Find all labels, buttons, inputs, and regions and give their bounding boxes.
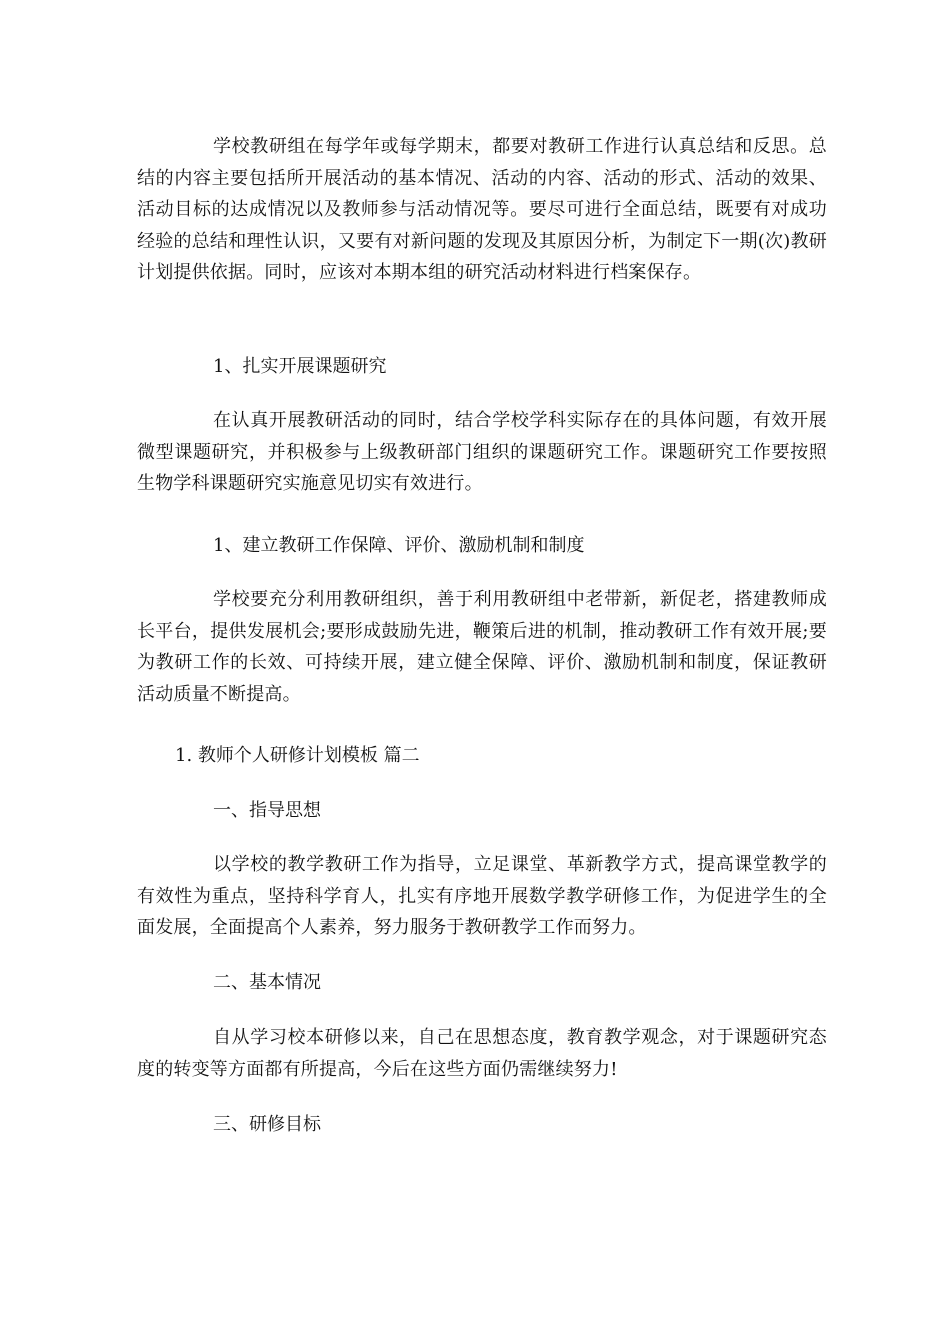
paragraph-mechanisms: 学校要充分利用教研组织，善于利用教研组中老带新，新促老，搭建教师成长平台，提供发展机会;要形成鼓励先进，鞭策后进的机制，推动教研工作有效开展;要为教研工作的长效、可持续开展，建立健全保障、评价、激励机制和制度，保证教研活动质量不断提高。 — [137, 589, 827, 705]
heading-mechanisms: 1、建立教研工作保障、评价、激励机制和制度 — [213, 535, 585, 556]
paragraph-summary: 学校教研组在每学年或每学期末，都要对教研工作进行认真总结和反思。总结的内容主要包括所开展活动的基本情况、活动的内容、活动的形式、活动的效果、活动目标的达成情况以及教师参与活动情况等。要尽可进行全面总结，既要有对成功经验的总结和理性认识，又要有对新问题的发现及其原因分析，为制定下一期(次)教研计划提供依据。同时，应该对本期本组的研究活动材料进行档案保存。 — [137, 136, 827, 283]
heading-guiding-thought: 一、指导思想 — [213, 800, 321, 821]
paragraph-guiding-thought: 以学校的教学教研工作为指导，立足课堂、革新教学方式，提高课堂教学的有效性为重点，坚持科学育人，扎实有序地开展数学教学研修工作，为促进学生的全面发展，全面提高个人素养，努力服务于教研教学工作而努力。 — [137, 854, 827, 938]
paragraph-basic-situation: 自从学习校本研修以来，自己在思想态度，教育教学观念，对于课题研究态度的转变等方面都有所提高，今后在这些方面仍需继续努力! — [137, 1027, 827, 1080]
paragraph-research-topics: 在认真开展教研活动的同时，结合学校学科实际存在的具体问题，有效开展微型课题研究，并积极参与上级教研部门组织的课题研究工作。课题研究工作要按照生物学科课题研究实施意见切实有效进行。 — [137, 410, 827, 494]
heading-basic-situation: 二、基本情况 — [213, 972, 321, 993]
heading-research-topics: 1、扎实开展课题研究 — [213, 356, 387, 377]
heading-template-part-two: 1. 教师个人研修计划模板 篇二 — [175, 745, 420, 766]
heading-study-goals: 三、研修目标 — [213, 1114, 321, 1135]
